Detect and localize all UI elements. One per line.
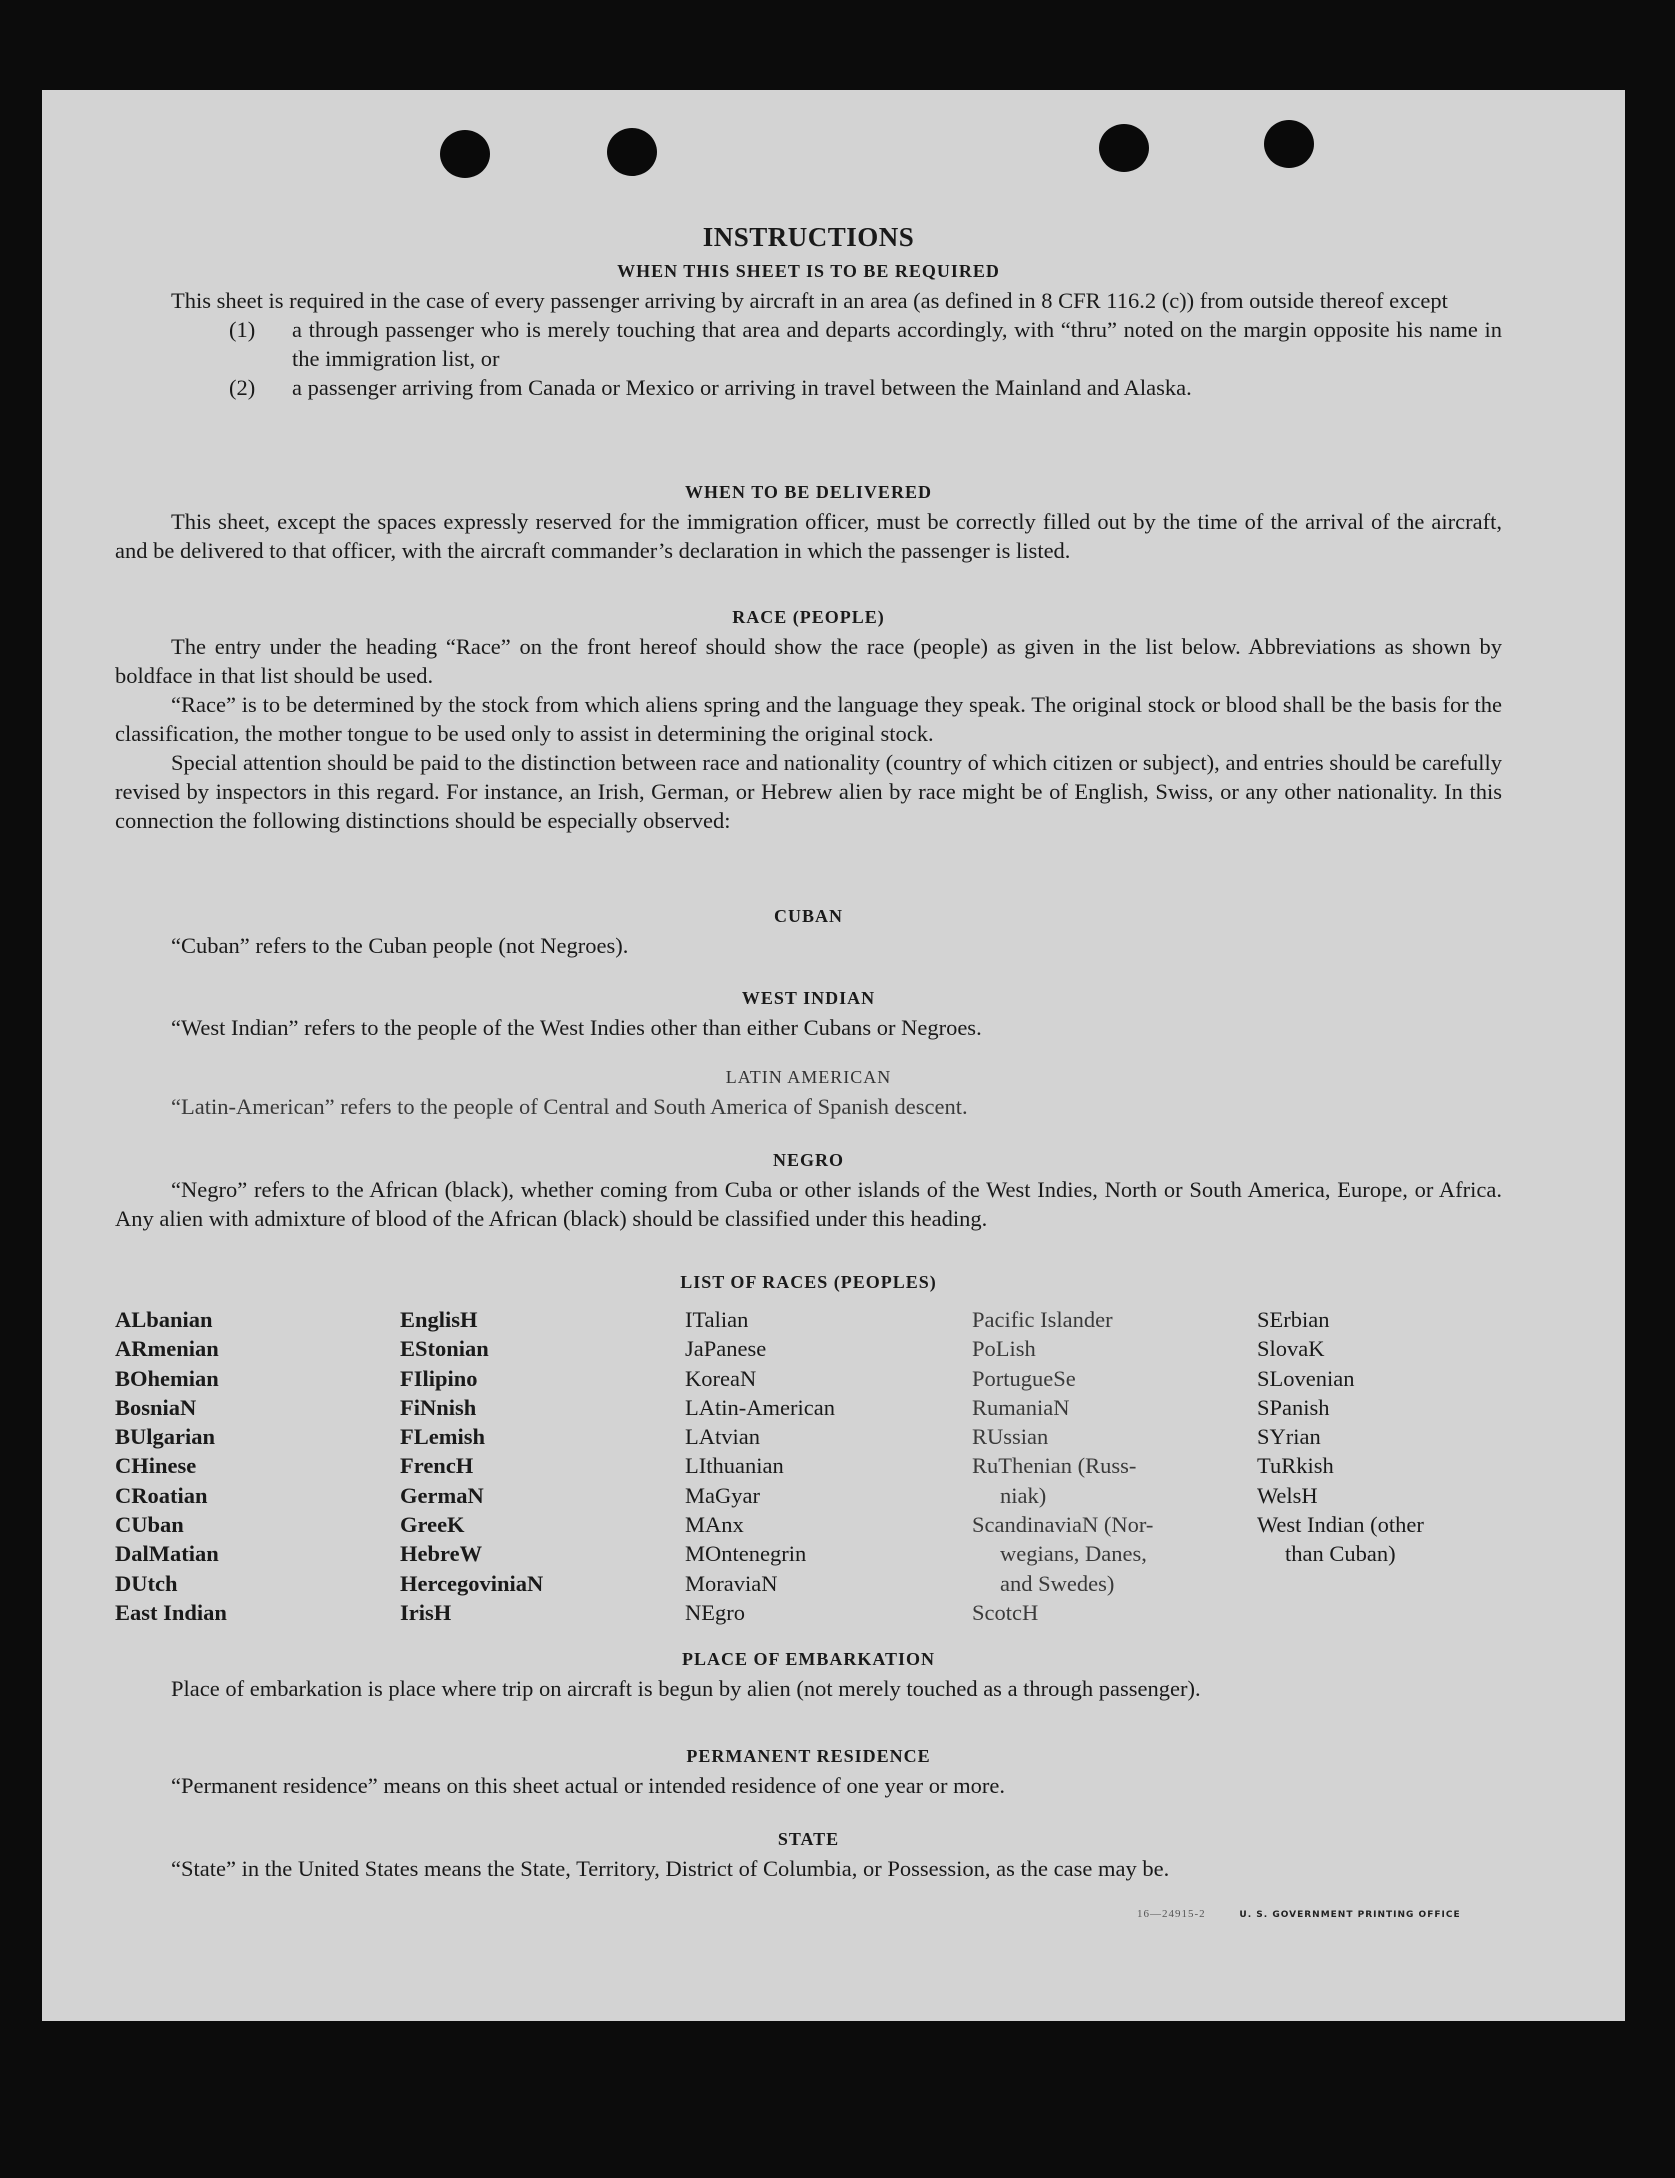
race-entry: RUssian	[972, 1424, 1049, 1450]
embarkation-text: Place of embarkation is place where trip on aircraft is begun by alien (not merely touched as a through passenger).	[171, 1676, 1201, 1701]
race-entry: SLovenian	[1257, 1365, 1355, 1391]
item-number: (1)	[229, 317, 256, 342]
race-entry: DUtch	[115, 1570, 178, 1596]
race-entry: ALbanian	[115, 1307, 213, 1332]
race-entry: West Indian (other	[1257, 1512, 1424, 1538]
footer-imprint	[1137, 1908, 1461, 1920]
document-page	[42, 90, 1625, 2021]
heading-cuban: CUBAN	[773, 906, 843, 926]
race-entry: PoLish	[972, 1336, 1036, 1362]
printer-imprint: U. S. GOVERNMENT PRINTING OFFICE	[1239, 1910, 1461, 1920]
race-list	[115, 1305, 1502, 1635]
heading-delivered: WHEN TO BE DELIVERED	[685, 482, 932, 502]
heading-race: RACE (PEOPLE)	[732, 607, 885, 627]
race-entry: SlovaK	[1257, 1336, 1325, 1362]
race-entry: East Indian	[115, 1599, 227, 1625]
west-indian-text: “West Indian” refers to the people of the West Indies other than either Cubans or Negroes.	[171, 1015, 982, 1040]
residence-text: “Permanent residence” means on this sheet actual or intended residence of one year or more.	[171, 1773, 1006, 1798]
race-paragraph: The entry under the heading “Race” on the front hereof should show the race (people) as given in the list below. Abbreviations as shown by boldface in that list should be used.	[115, 634, 1502, 688]
race-entry: BUlgarian	[115, 1424, 216, 1450]
state-text: “State” in the United States means the State, Territory, District of Columbia, or Possession, as the case may be.	[171, 1856, 1170, 1881]
race-entry: FiNnish	[400, 1394, 477, 1420]
race-entry: LAtvian	[685, 1424, 760, 1450]
race-entry: MOntenegrin	[685, 1541, 807, 1567]
exception-item-2	[115, 373, 1502, 402]
race-entry: EnglisH	[400, 1307, 478, 1332]
exception-item-1	[115, 315, 1502, 373]
race-entry: ScotcH	[972, 1599, 1039, 1625]
heading-latin-american: LATIN AMERICAN	[725, 1067, 892, 1087]
negro-text: “Negro” refers to the African (black), whether coming from Cuba or other islands of the West Indies, North or South America, Europe, or Africa. Any alien with admixture of blood of the African (black) should be classified under this heading.	[115, 1177, 1502, 1231]
race-entry: RuThenian (Russ-	[972, 1453, 1137, 1479]
form-number: 16—24915-2	[1137, 1908, 1206, 1920]
item-text: a passenger arriving from Canada or Mexico or arriving in travel between the Mainland and Alaska.	[292, 375, 1192, 400]
race-entry: MAnx	[685, 1512, 744, 1538]
heading-negro: NEGRO	[772, 1150, 844, 1170]
race-entry: IrisH	[400, 1599, 452, 1625]
punch-hole	[1264, 120, 1314, 168]
heading-list-of-races: LIST OF RACES (PEOPLES)	[680, 1272, 937, 1292]
race-entry: Pacific Islander	[972, 1307, 1113, 1332]
heading-west-indian: WEST INDIAN	[741, 988, 876, 1008]
page-title: INSTRUCTIONS	[702, 222, 915, 252]
heading-embarkation: PLACE OF EMBARKATION	[681, 1649, 935, 1669]
race-entry: FrencH	[400, 1453, 474, 1479]
cuban-text: “Cuban” refers to the Cuban people (not Negroes).	[171, 933, 629, 958]
item-number: (2)	[229, 375, 256, 400]
race-entry: wegians, Danes,	[1000, 1541, 1147, 1567]
heading-required: WHEN THIS SHEET IS TO BE REQUIRED	[617, 261, 1000, 281]
race-entry: HercegoviniaN	[400, 1570, 544, 1596]
race-entry: EStonian	[400, 1336, 489, 1362]
race-entry: ITalian	[685, 1307, 749, 1332]
race-entry: FIlipino	[400, 1365, 478, 1391]
punch-hole	[1099, 124, 1149, 172]
race-entry: LAtin-American	[685, 1394, 835, 1420]
race-entry: JaPanese	[685, 1336, 767, 1362]
race-entry: SErbian	[1257, 1307, 1330, 1332]
race-entry: GermaN	[400, 1482, 484, 1508]
race-entry: and Swedes)	[1000, 1570, 1115, 1596]
race-entry: MoraviaN	[685, 1570, 778, 1596]
required-intro: This sheet is required in the case of every passenger arriving by aircraft in an area (as defined in 8 CFR 116.2 (c)) from outside thereof except	[171, 288, 1448, 313]
race-column	[400, 1305, 543, 1627]
race-entry: RumaniaN	[972, 1394, 1070, 1420]
item-text: a through passenger who is merely touching that area and departs accordingly, with “thru” noted on the margin opposite his name in the immigration list, or	[292, 317, 1502, 371]
race-paragraph: “Race” is to be determined by the stock from which aliens spring and the language they speak. The original stock or blood shall be the basis for the classification, the mother tongue to be used only to assist in determining the original stock.	[115, 692, 1502, 746]
heading-state: STATE	[777, 1829, 840, 1849]
race-entry: KoreaN	[685, 1365, 757, 1391]
race-entry: LIthuanian	[685, 1453, 784, 1479]
race-entry: ScandinaviaN (Nor-	[972, 1512, 1154, 1538]
race-entry: CHinese	[115, 1453, 197, 1479]
latin-american-text: “Latin-American” refers to the people of Central and South America of Spanish descent.	[171, 1094, 968, 1119]
race-entry: niak)	[1000, 1482, 1047, 1508]
race-paragraph: Special attention should be paid to the distinction between race and nationality (country of which citizen or subject), and entries should be carefully revised by inspectors in this regard. For instance, an Irish, German, or Hebrew alien by race might be of English, Swiss, or any other nationality. In this connection the following distinctions should be especially observed:	[115, 750, 1502, 833]
race-entry: PortugueSe	[972, 1365, 1076, 1391]
race-entry: NEgro	[685, 1599, 745, 1625]
delivered-text: This sheet, except the spaces expressly reserved for the immigration officer, must be correctly filled out by the time of the arrival of the aircraft, and be delivered to that officer, with the aircraft commander’s declaration in which the passenger is listed.	[115, 509, 1502, 563]
race-entry: CUban	[115, 1512, 184, 1538]
race-column	[115, 1305, 227, 1627]
race-entry: than Cuban)	[1285, 1541, 1396, 1567]
race-entry: ARmenian	[115, 1336, 219, 1362]
race-entry: HebreW	[400, 1541, 483, 1567]
race-entry: MaGyar	[685, 1482, 760, 1508]
race-entry: GreeK	[400, 1512, 465, 1538]
race-entry: BOhemian	[115, 1365, 219, 1391]
race-column	[1257, 1305, 1424, 1569]
race-column	[972, 1305, 1153, 1627]
race-entry: WelsH	[1257, 1482, 1318, 1508]
race-entry: TuRkish	[1257, 1453, 1334, 1479]
race-column	[685, 1305, 835, 1627]
race-entry: SYrian	[1257, 1424, 1321, 1450]
punch-hole	[440, 130, 490, 178]
race-entry: DalMatian	[115, 1541, 219, 1567]
heading-residence: PERMANENT RESIDENCE	[686, 1746, 931, 1766]
punch-hole	[607, 128, 657, 176]
race-entry: FLemish	[400, 1424, 486, 1450]
race-entry: CRoatian	[115, 1482, 208, 1508]
race-entry: SPanish	[1257, 1394, 1330, 1420]
race-entry: BosniaN	[115, 1394, 197, 1420]
